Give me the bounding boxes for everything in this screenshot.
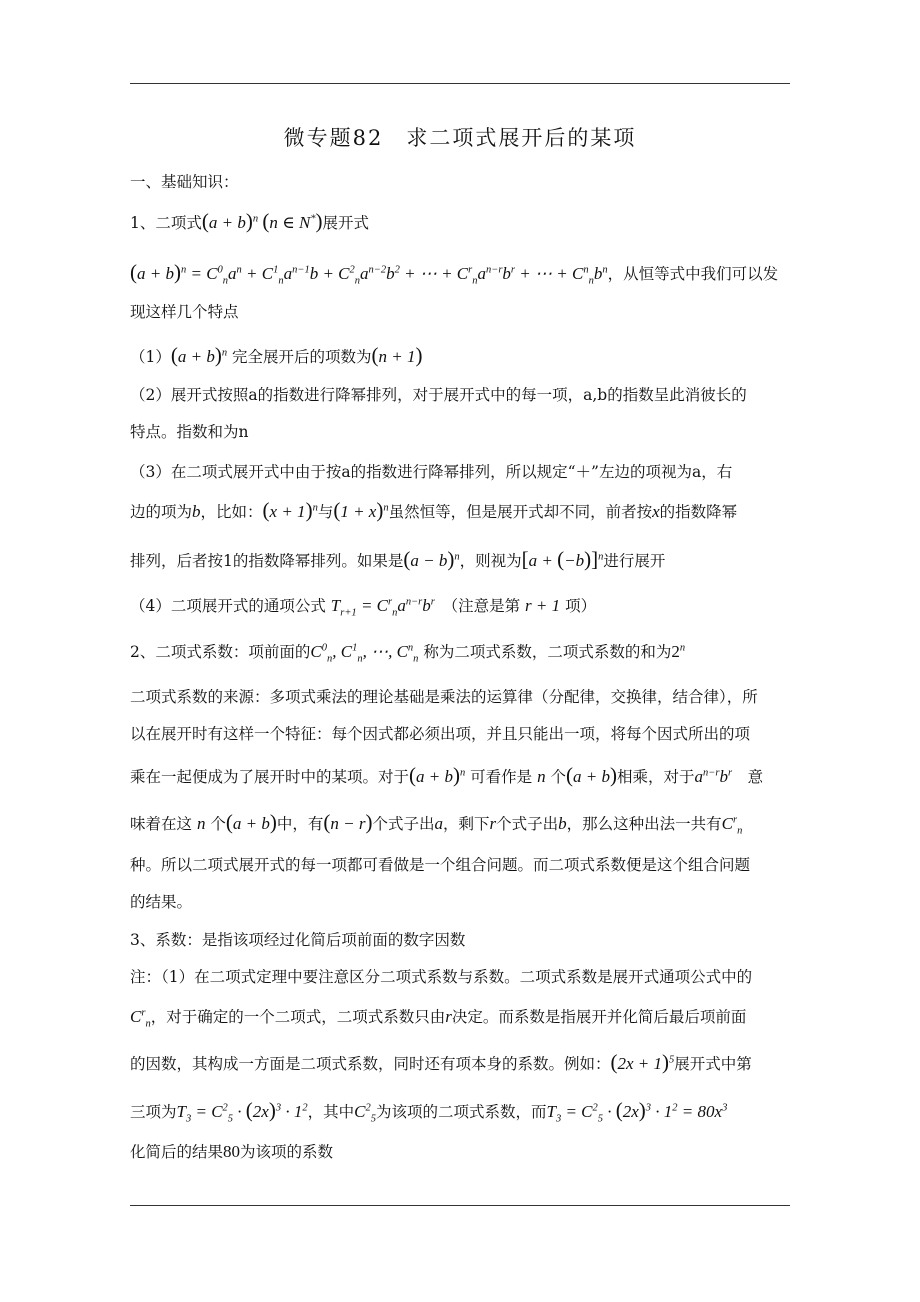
point-4-general-term: （4）二项展开式的通项公式 $T_{r+1} = C^r_na^{n-r}b^r$ （注意是第 r + 1 项）: [130, 596, 597, 619]
source-explanation: 乘在一起便成为了展开时中的某项。对于$(a + b)^n$ 可看作是 n 个(a + b)相乘，对于$a^{n-r}b^r$ 意: [130, 763, 764, 787]
example-conclusion: 化简后的结果80为该项的系数: [130, 1142, 334, 1161]
header-rule: [130, 83, 790, 84]
note-line-2: $C^r_n$，对于确定的一个二项式，二项式系数只由r决定。而系数是指展开并化简后最后项前面: [130, 1007, 747, 1030]
binomial-theorem-formula: $(a + b)^n = C^0_na^n + C^1_na^{n-1}b + C^2_na^{n-2}b^2$ + ⋯ + $C^r_na^{n-r}b^r$ + ⋯ + $C^n_nb^n$，从恒等式中我们可以发: [130, 260, 779, 287]
text-line: 二项式系数的来源：多项式乘法的理论基础是乘法的运算律（分配律，交换律，结合律），所: [130, 688, 758, 706]
source-explanation-2: 味着在这 n 个(a + b)中，有(n − r)个式子出a，剩下r个式子出b，那么这种出法一共有$C^r_n$: [130, 810, 743, 837]
binomial-coefficient-heading: 2、二项式系数：项前面的$C^0_n$, $C^1_n$, ⋯, $C^n_n$ 称为二项式系数，二项式系数的和为2$^n$: [130, 642, 686, 665]
text-line: 现这样几个特点: [130, 303, 239, 321]
text-line: 以在展开时有这样一个特征：每个因式都必须出项，并且只能出一项，将每个因式所出的项: [130, 725, 751, 743]
point-3-negative: 排列，后者按1的指数降幂排列。如果是$(a - b)^n$，则视为$[a + (-b)]^n$进行展开: [130, 547, 666, 571]
footer-rule: [130, 1205, 790, 1206]
point-3-example: 边的项为b，比如：$(x + 1)^n$与$(1 + x)^n$虽然恒等，但是展开式却不同，前者按x的指数降幂: [130, 498, 738, 522]
text-line: 注：（1）在二项式定理中要注意区分二项式系数与系数。二项式系数是展开式通项公式中的: [130, 968, 753, 986]
text-line: （2）展开式按照a的指数进行降幂排列，对于展开式中的每一项，a,b的指数呈此消彼长的: [130, 386, 747, 404]
text-line: （3）在二项式展开式中由于按a的指数进行降幂排列，所以规定“＋”左边的项视为a，右: [130, 463, 733, 481]
example-third-term: 三项为$T_3 = C^2_5 \cdot (2x)^3 \cdot 1^2$，其中$C^2_5$为该项的二项式系数，而$T_3 = C^2_5 \cdot (2x)^3 \cdot 1^2 = 80x^3$: [130, 1098, 728, 1125]
section-heading-basics: 一、基础知识：: [130, 173, 239, 191]
point-1: $(1)(a + b)^n$ 完全展开后的项数为(n + 1): [130, 343, 423, 367]
note-line-3: 的因数，其构成一方面是二项式系数，同时还有项本身的系数。例如：$(2x + 1)^5$展开式中第: [130, 1050, 752, 1074]
coefficient-heading: 3、系数：是指该项经过化简后项前面的数字因数: [130, 931, 466, 949]
binomial-heading: 1、二项式$(a + b)^n$ (n ∈ N*)展开式: [130, 209, 370, 233]
page-title: 微专题82 求二项式展开后的某项: [283, 126, 637, 150]
text-line: 种。所以二项式展开式的每一项都可看做是一个组合问题。而二项式系数便是这个组合问题: [130, 856, 751, 874]
text-line: 的结果。: [130, 893, 193, 911]
text-line: 特点。指数和为n: [130, 423, 249, 441]
